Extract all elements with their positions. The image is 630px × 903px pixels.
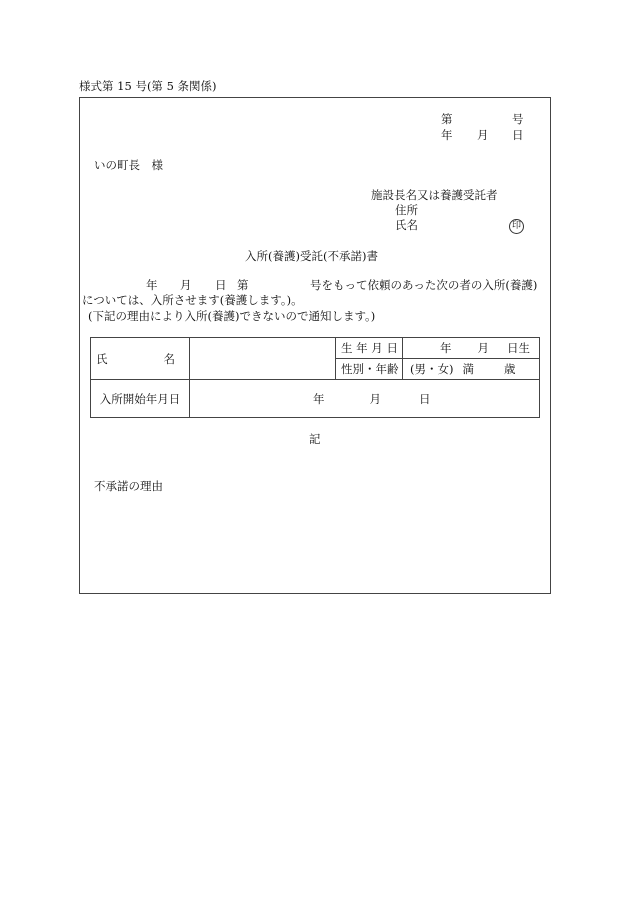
document-title: 入所(養護)受託(不承諾)書 [245,249,378,263]
start-label: 入所開始年月日 [91,380,190,418]
sender-name-label: 氏名 [395,218,418,232]
body-line1-rest: 号をもって依頼のあった次の者の入所(養護) [310,278,538,292]
start-month: 月 [369,391,381,406]
form-number-label: 様式第 15 号(第 5 条関係) [79,79,217,93]
name-value-cell [190,338,336,380]
header-month: 月 [477,128,489,142]
sender-role: 施設長名又は養護受託者 [371,188,498,202]
sex-age-label: 性別・年齢 [336,359,403,380]
birth-value-cell [403,338,540,359]
start-day: 日 [419,391,431,406]
birth-day: 日生 [507,341,530,355]
name-label-1: 氏 [96,351,108,366]
start-year: 年 [313,391,325,406]
body-line1-day: 日 [215,278,227,292]
header-gou: 号 [512,112,524,126]
birth-year: 年 [440,341,452,355]
body-line3: (下記の理由により入所(養護)できないので通知します。) [88,309,376,323]
table-row-birth [91,338,540,359]
header-year: 年 [441,128,453,142]
addressee: いの町長 様 [94,158,163,172]
sex-age-value-cell [403,359,540,380]
name-label-2: 名 [163,351,175,366]
body-line2: については、入所させます(養護します。)。 [82,293,303,307]
info-table [90,337,540,418]
body-line1-dai: 第 [237,278,249,292]
ki-heading: 記 [309,432,321,446]
name-label-cell [91,338,190,380]
header-dai: 第 [441,112,453,126]
birth-month: 月 [477,341,489,355]
table-row-start [91,380,540,418]
body-line1-year: 年 [146,278,158,292]
start-value-cell [190,380,540,418]
reason-label: 不承諾の理由 [94,479,163,493]
birth-label: 生 年 月 日 [336,338,403,359]
seal-mark [509,219,524,234]
body-line1-month: 月 [180,278,192,292]
age-prefix: 満 [462,362,474,376]
header-day: 日 [512,128,524,142]
sex-options: (男・女) [410,362,454,376]
age-suffix: 歳 [503,362,516,376]
sender-address-label: 住所 [395,203,418,217]
seal-glyph: 印 [509,219,524,234]
